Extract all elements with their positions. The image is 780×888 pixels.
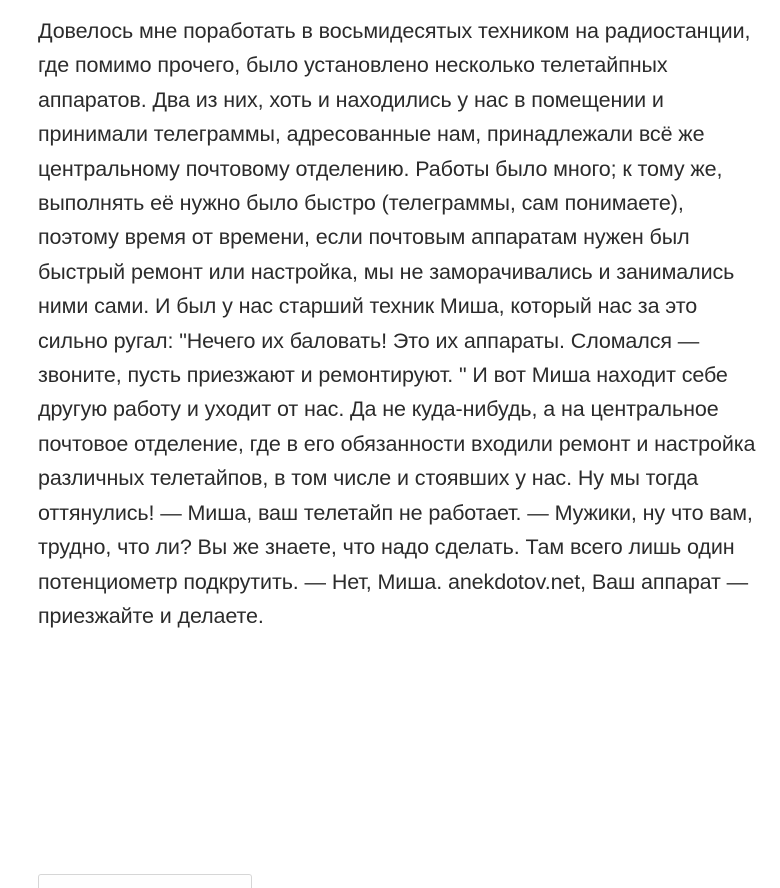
story-text: Довелось мне поработать в восьмидесятых техником на радиостанции, где помимо прочего, было установлено несколько телетайпных аппаратов. Два из них, хоть и находились у нас в помещении и принимали телеграммы, адресованные нам, принадлежали всё же центральному почтовому отделению. Работы было много; к тому же, выполнять её нужно было быстро (телеграммы, сам понимаете), поэтому время от времени, если почтовым аппаратам нужен был быстрый ремонт или настройка, мы не заморачивались и занимались ними сами. И был у нас старший техник Миша, который нас за это сильно ругал: "Нечего их баловать! Это их аппараты. Сломался — звоните, пусть приезжают и ремонтируют. " И вот Миша находит себе другую работу и уходит от нас. Да не куда-нибудь, а на центральное почтовое отделение, где в его обязанности входили ремонт и настройка различных телетайпов, в том числе и стоявших у нас. Ну мы тогда оттянулись! — Миша, ваш телетайп не работает. — Мужики, ну что вам, трудно, что ли? Вы же знаете, что надо сделать. Там всего лишь один потенциометр подкрутить. — Нет, Миша. anekdotov.net, Ваш аппарат — приезжайте и делаете. bbox=[38, 19, 762, 628]
bottom-panel-edge bbox=[38, 874, 252, 888]
